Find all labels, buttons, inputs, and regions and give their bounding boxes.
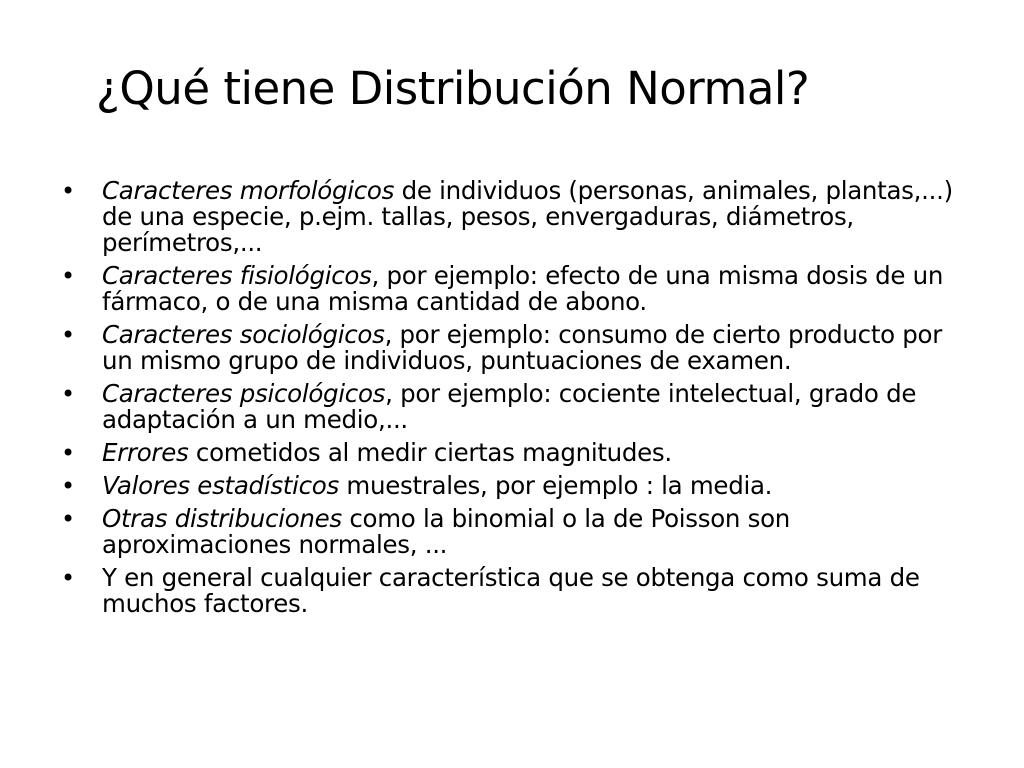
- bullet-lead: Caracteres sociológicos: [102, 320, 385, 349]
- bullet-lead: Caracteres fisiológicos: [102, 261, 372, 290]
- bullet-text: como la binomial o la de Poisson son aproximaciones normales, ...: [102, 504, 791, 559]
- bullet-text: , por ejemplo: cociente intelectual, grado de adaptación a un medio,...: [102, 379, 917, 434]
- bullet-item-morfologicos: [58, 178, 968, 256]
- bullet-text: , por ejemplo: consumo de cierto producto por un mismo grupo de individuos, puntuaciones de examen.: [102, 320, 943, 375]
- bullet-text: cometidos al medir ciertas magnitudes.: [188, 438, 672, 467]
- bullet-dot-icon: •: [61, 439, 75, 467]
- bullet-lead: Caracteres psicológicos: [102, 379, 386, 408]
- bullet-list: [58, 178, 968, 624]
- bullet-text: , por ejemplo: efecto de una misma dosis de un fármaco, o de una misma cantidad de abono.: [102, 261, 944, 316]
- bullet-item-en-general: [58, 565, 968, 617]
- bullet-dot-icon: •: [61, 380, 75, 408]
- bullet-lead: Caracteres morfológicos: [102, 176, 395, 205]
- bullet-dot-icon: •: [61, 472, 75, 500]
- bullet-item-fisiologicos: [58, 263, 968, 315]
- bullet-item-otras-distribuciones: [58, 506, 968, 558]
- bullet-dot-icon: •: [61, 505, 75, 533]
- bullet-text: Y en general cualquier característica que se obtenga como suma de muchos factores.: [102, 563, 920, 618]
- bullet-lead: Otras distribuciones: [102, 504, 342, 533]
- bullet-item-psicologicos: [58, 381, 968, 433]
- bullet-item-valores-estadisticos: [58, 473, 968, 499]
- slide-title: ¿Qué tiene Distribución Normal?: [96, 62, 810, 115]
- bullet-dot-icon: •: [61, 177, 75, 205]
- bullet-lead: Errores: [102, 438, 189, 467]
- bullet-dot-icon: •: [61, 262, 75, 290]
- bullet-item-sociologicos: [58, 322, 968, 374]
- bullet-dot-icon: •: [61, 564, 75, 592]
- bullet-text: de individuos (personas, animales, plantas,...) de una especie, p.ejm. tallas, pesos, envergaduras, diámetros, perímetros,...: [102, 176, 953, 257]
- bullet-text: muestrales, por ejemplo : la media.: [338, 471, 773, 500]
- bullet-lead: Valores estadísticos: [102, 471, 339, 500]
- bullet-dot-icon: •: [61, 321, 75, 349]
- bullet-item-errores: [58, 440, 968, 466]
